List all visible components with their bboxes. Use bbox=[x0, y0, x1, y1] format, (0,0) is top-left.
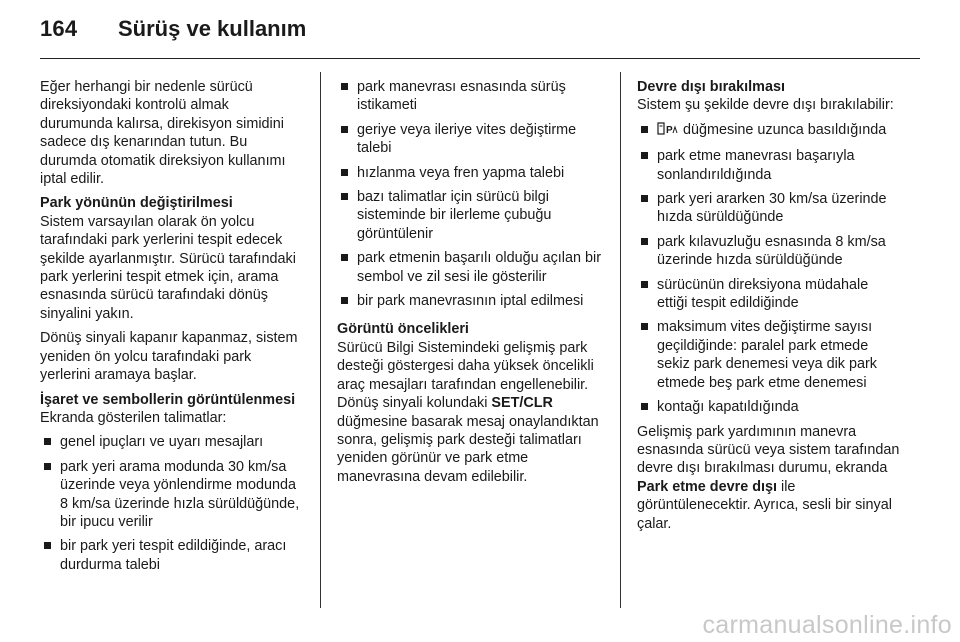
priorities-text-after: düğmesine basarak mesaj onaylandıktan sonra, gelişmiş park desteği talimatları yeniden görünür ve park etme manevrasına devam edilebilir. bbox=[337, 413, 599, 485]
column-divider-2 bbox=[620, 72, 621, 608]
closing-text-after: ile görüntülenecektir. Ayrıca, sesli bir sinyal çalar. bbox=[637, 478, 892, 532]
header-rule bbox=[40, 58, 920, 59]
deactivation-text: Sistem şu şekilde devre dışı bırakılabilir: bbox=[637, 97, 894, 114]
svg-text:P: P bbox=[666, 124, 673, 136]
list-item: kontağı kapatıldığında bbox=[637, 398, 901, 416]
park-direction-text-1: Sistem varsayılan olarak ön yolcu tarafındaki park yerlerini tespit edecek şekilde ayarlanmıştır. Sürücü tarafındaki park yerlerini tespit etmek için, arama esnasında sürücü tarafındaki dönüş sinyalini yakın. bbox=[40, 213, 296, 322]
priorities-text bbox=[337, 339, 601, 486]
list-item: bir park manevrasının iptal edilmesi bbox=[337, 292, 601, 310]
park-assist-icon bbox=[657, 122, 679, 141]
list-item: genel ipuçları ve uyarı mesajları bbox=[40, 433, 304, 451]
list-item bbox=[637, 121, 901, 141]
list-item-text: düğmesine uzunca basıldığında bbox=[683, 121, 887, 138]
list-item: park yeri arama modunda 30 km/sa üzerinde veya yönlendirme modunda 8 km/sa üzerinde hızla sürüldüğünde, bir ipucu verilir bbox=[40, 458, 304, 532]
priorities-text-before: Sürücü Bilgi Sistemindeki gelişmiş park desteği göstergesi daha yüksek öncelikli araç mesajları tarafından engellenebilir. Dönüş sinyali kolundaki bbox=[337, 339, 594, 412]
set-clr-button-label: SET/CLR bbox=[491, 395, 553, 412]
list-item: hızlanma veya fren yapma talebi bbox=[337, 164, 601, 182]
park-disabled-message: Park etme devre dışı bbox=[637, 478, 777, 495]
intro-paragraph: Eğer herhangi bir nedenle sürücü direksiyondaki kontrolü almak durumunda kalırsa, direkisyon simidini sadece dış kenarından tutun. Bu durumda otomatik direksiyon kullanımı iptal edilir. bbox=[40, 79, 286, 188]
list-item: bazı talimatlar için sürücü bilgi sisteminde bir ilerleme çubuğu görüntülenir bbox=[337, 188, 601, 243]
column-1 bbox=[40, 78, 304, 580]
list-item: park yeri ararken 30 km/sa üzerinde hızda sürüldüğünde bbox=[637, 190, 901, 227]
page-number: 164 bbox=[40, 16, 78, 41]
park-direction-heading: Park yönünün değiştirilmesi bbox=[40, 195, 233, 212]
signs-list bbox=[40, 433, 304, 574]
list-item: park etme manevrası başarıyla sonlandırıldığında bbox=[637, 147, 901, 184]
deactivation-heading: Devre dışı bırakılması bbox=[637, 79, 785, 95]
instructions-list bbox=[337, 78, 601, 310]
deactivation-list bbox=[637, 121, 901, 417]
column-2 bbox=[337, 78, 601, 492]
closing-text-before: Gelişmiş park yardımının manevra esnasında sürücü veya sistem tarafından devre dışı bırakılması durumu, ekranda bbox=[637, 423, 900, 477]
signs-heading: İşaret ve sembollerin görüntülenmesi bbox=[40, 391, 296, 408]
list-item: park manevrası esnasında sürüş istikameti bbox=[337, 78, 601, 115]
list-item: geriye veya ileriye vites değiştirme talebi bbox=[337, 121, 601, 158]
list-item: park etmenin başarılı olduğu açılan bir sembol ve zil sesi ile gösterilir bbox=[337, 249, 601, 286]
column-3 bbox=[637, 78, 901, 539]
column-divider-1 bbox=[320, 72, 321, 608]
list-item: bir park yeri tespit edildiğinde, aracı durdurma talebi bbox=[40, 537, 304, 574]
list-item: park kılavuzluğu esnasında 8 km/sa üzerinde hızda sürüldüğünde bbox=[637, 233, 901, 270]
list-item: sürücünün direksiyona müdahale ettiği tespit edildiğinde bbox=[637, 276, 901, 313]
priorities-heading: Görüntü öncelikleri bbox=[337, 321, 469, 338]
closing-text bbox=[637, 423, 901, 533]
park-direction-text-2: Dönüş sinyali kapanır kapanmaz, sistem yeniden ön yolcu tarafındaki park yerlerini aramaya başlar. bbox=[40, 330, 298, 384]
watermark: carmanualsonline.info bbox=[702, 611, 952, 639]
section-title: Sürüş ve kullanım bbox=[118, 16, 307, 41]
signs-text: Ekranda gösterilen talimatlar: bbox=[40, 409, 227, 426]
list-item: maksimum vites değiştirme sayısı geçildiğinde: paralel park etmede sekiz park denemesi veya dik park etmede beş park etme denemesi bbox=[637, 318, 901, 392]
page-header bbox=[0, 0, 960, 56]
